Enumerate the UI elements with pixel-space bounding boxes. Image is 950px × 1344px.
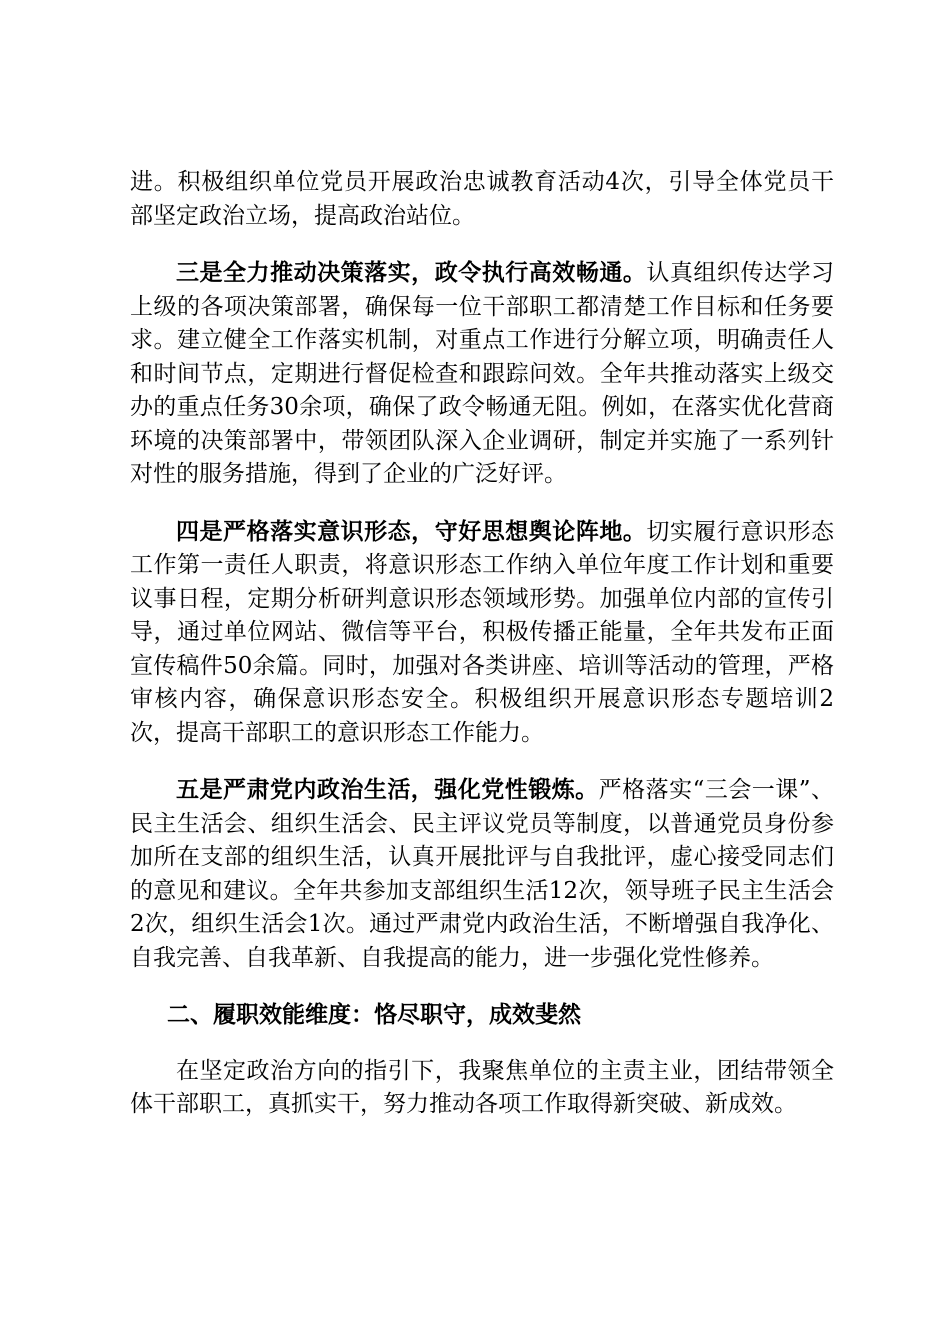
document-page — [130, 165, 834, 1145]
paragraph-point-five — [130, 773, 834, 975]
paragraph-lead: 三是全力推动决策落实，政令执行高效畅通。 — [176, 259, 647, 286]
paragraph-continuation — [130, 165, 834, 233]
paragraph-text: 进。积极组织单位党员开展政治忠诚教育活动4次，引导全体党员干部坚定政治立场，提高政治站位。 — [130, 169, 834, 229]
paragraph-lead: 五是严肃党内政治生活，强化党性锻炼。 — [176, 776, 599, 803]
paragraph-text: 认真组织传达学习上级的各项决策部署，确保每一位干部职工都清楚工作目标和任务要求。建立健全工作落实机制，对重点工作进行分解立项，明确责任人和时间节点，定期进行督促检查和跟踪问效。全年共推动落实上级交办的重点任务30余项，确保了政令畅通无阻。例如，在落实优化营商环境的决策部署中，带领团队深入企业调研，制定并实施了一系列针对性的服务措施，得到了企业的广泛好评。 — [130, 260, 835, 487]
paragraph-text: 严格落实“三会一课”、民主生活会、组织生活会、民主评议党员等制度，以普通党员身份参加所在支部的组织生活，认真开展批评与自我批评，虚心接受同志们的意见和建议。全年共参加支部组织生活12次，领导班子民主生活会2次，组织生活会1次。通过严肃党内政治生活，不断增强自我净化、自我完善、自我革新、自我提高的能力，进一步强化党性修养。 — [130, 777, 834, 971]
paragraph-lead: 四是严格落实意识形态，守好思想舆论阵地。 — [176, 517, 647, 545]
paragraph-text: 切实履行意识形态工作第一责任人职责，将意识形态工作纳入单位年度工作计划和重要议事日程，定期分析研判意识形态领域形势。加强单位内部的宣传引导，通过单位网站、微信等平台，积极传播正能量，全年共发布正面宣传稿件50余篇。同时，加强对各类讲座、培训等活动的管理，严格审核内容，确保意识形态安全。积极组织开展意识形态专题培训2次，提高干部职工的意识形态工作能力。 — [130, 518, 835, 746]
paragraph-closing: 在坚定政治方向的指引下，我聚焦单位的主责主业，团结带领全体干部职工，真抓实干，努力推动各项工作取得新突破、新成效。 — [130, 1057, 834, 1117]
paragraph-point-three — [130, 256, 834, 492]
section-heading: 二、履职效能维度：恪尽职守，成效斐然 — [167, 1001, 581, 1028]
paragraph-point-four — [130, 515, 834, 751]
